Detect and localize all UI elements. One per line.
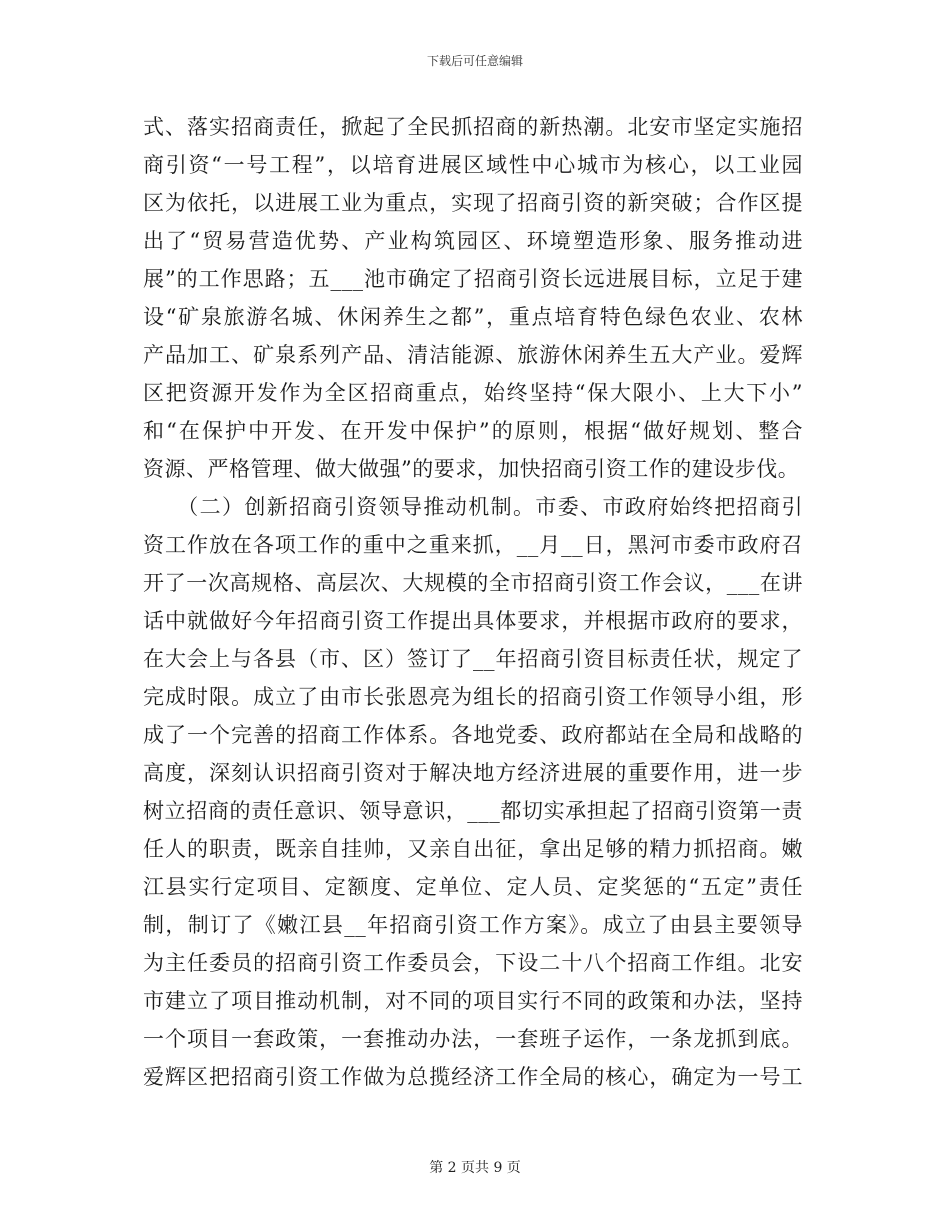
- text-line: 商引资“一号工程”，以培育进展区域性中心城市为核心，以工业园: [143, 153, 803, 177]
- text-line: 产品加工、矿泉系列产品、清洁能源、旅游休闲养生五大产业。爱辉: [143, 343, 803, 367]
- document-body: [143, 108, 803, 1096]
- text-line: （二）创新招商引资领导推动机制。市委、市政府始终把招商引: [143, 495, 803, 519]
- page-footer: 第 2 页共 9 页: [429, 1160, 521, 1176]
- text-line: 和“在保护中开发、在开发中保护”的原则，根据“做好规划、整合: [143, 419, 803, 443]
- text-line: 区把资源开发作为全区招商重点，始终坚持“保大限小、上大下小”: [143, 381, 803, 405]
- text-line: 设“矿泉旅游名城、休闲养生之都”，重点培育特色绿色农业、农林: [143, 305, 803, 329]
- text-line: 资工作放在各项工作的重中之重来抓，__月__日，黑河市委市政府召: [143, 533, 803, 557]
- text-line: 出了“贸易营造优势、产业构筑园区、环境塑造形象、服务推动进: [143, 229, 803, 253]
- text-line: 式、落实招商责任，掀起了全民抓招商的新热潮。北安市坚定实施招: [143, 115, 803, 139]
- text-line: 高度，深刻认识招商引资对于解决地方经济进展的重要作用，进一步: [143, 761, 803, 785]
- text-line: 成了一个完善的招商工作体系。各地党委、政府都站在全局和战略的: [143, 723, 803, 747]
- text-line: 树立招商的责任意识、领导意识，___都切实承担起了招商引资第一责: [143, 799, 803, 823]
- text-line: 江县实行定项目、定额度、定单位、定人员、定奖惩的“五定”责任: [143, 875, 803, 899]
- page-header: 下载后可任意编辑: [426, 54, 523, 68]
- text-line: 一个项目一套政策，一套推动办法，一套班子运作，一条龙抓到底。: [143, 1027, 803, 1051]
- text-line: 爱辉区把招商引资工作做为总揽经济工作全局的核心，确定为一号工: [143, 1065, 803, 1089]
- text-line: 市建立了项目推动机制，对不同的项目实行不同的政策和办法，坚持: [143, 989, 803, 1013]
- text-line: 在大会上与各县（市、区）签订了__年招商引资目标责任状，规定了: [143, 647, 803, 671]
- text-line: 展”的工作思路；五___池市确定了招商引资长远进展目标，立足于建: [143, 267, 803, 291]
- text-line: 为主任委员的招商引资工作委员会，下设二十八个招商工作组。北安: [143, 951, 803, 975]
- text-line: 开了一次高规格、高层次、大规模的全市招商引资工作会议，___在讲: [143, 571, 803, 595]
- text-line: 话中就做好今年招商引资工作提出具体要求，并根据市政府的要求，: [143, 609, 803, 633]
- text-line: 完成时限。成立了由市长张恩亮为组长的招商引资工作领导小组，形: [143, 685, 803, 709]
- text-line: 区为依托，以进展工业为重点，实现了招商引资的新突破；合作区提: [143, 191, 803, 215]
- text-line: 任人的职责，既亲自挂帅，又亲自出征，拿出足够的精力抓招商。嫩: [143, 837, 803, 861]
- text-line: 资源、严格管理、做大做强”的要求，加快招商引资工作的建设步伐。: [143, 457, 800, 481]
- text-line: 制，制订了《嫩江县__年招商引资工作方案》。成立了由县主要领导: [143, 913, 803, 937]
